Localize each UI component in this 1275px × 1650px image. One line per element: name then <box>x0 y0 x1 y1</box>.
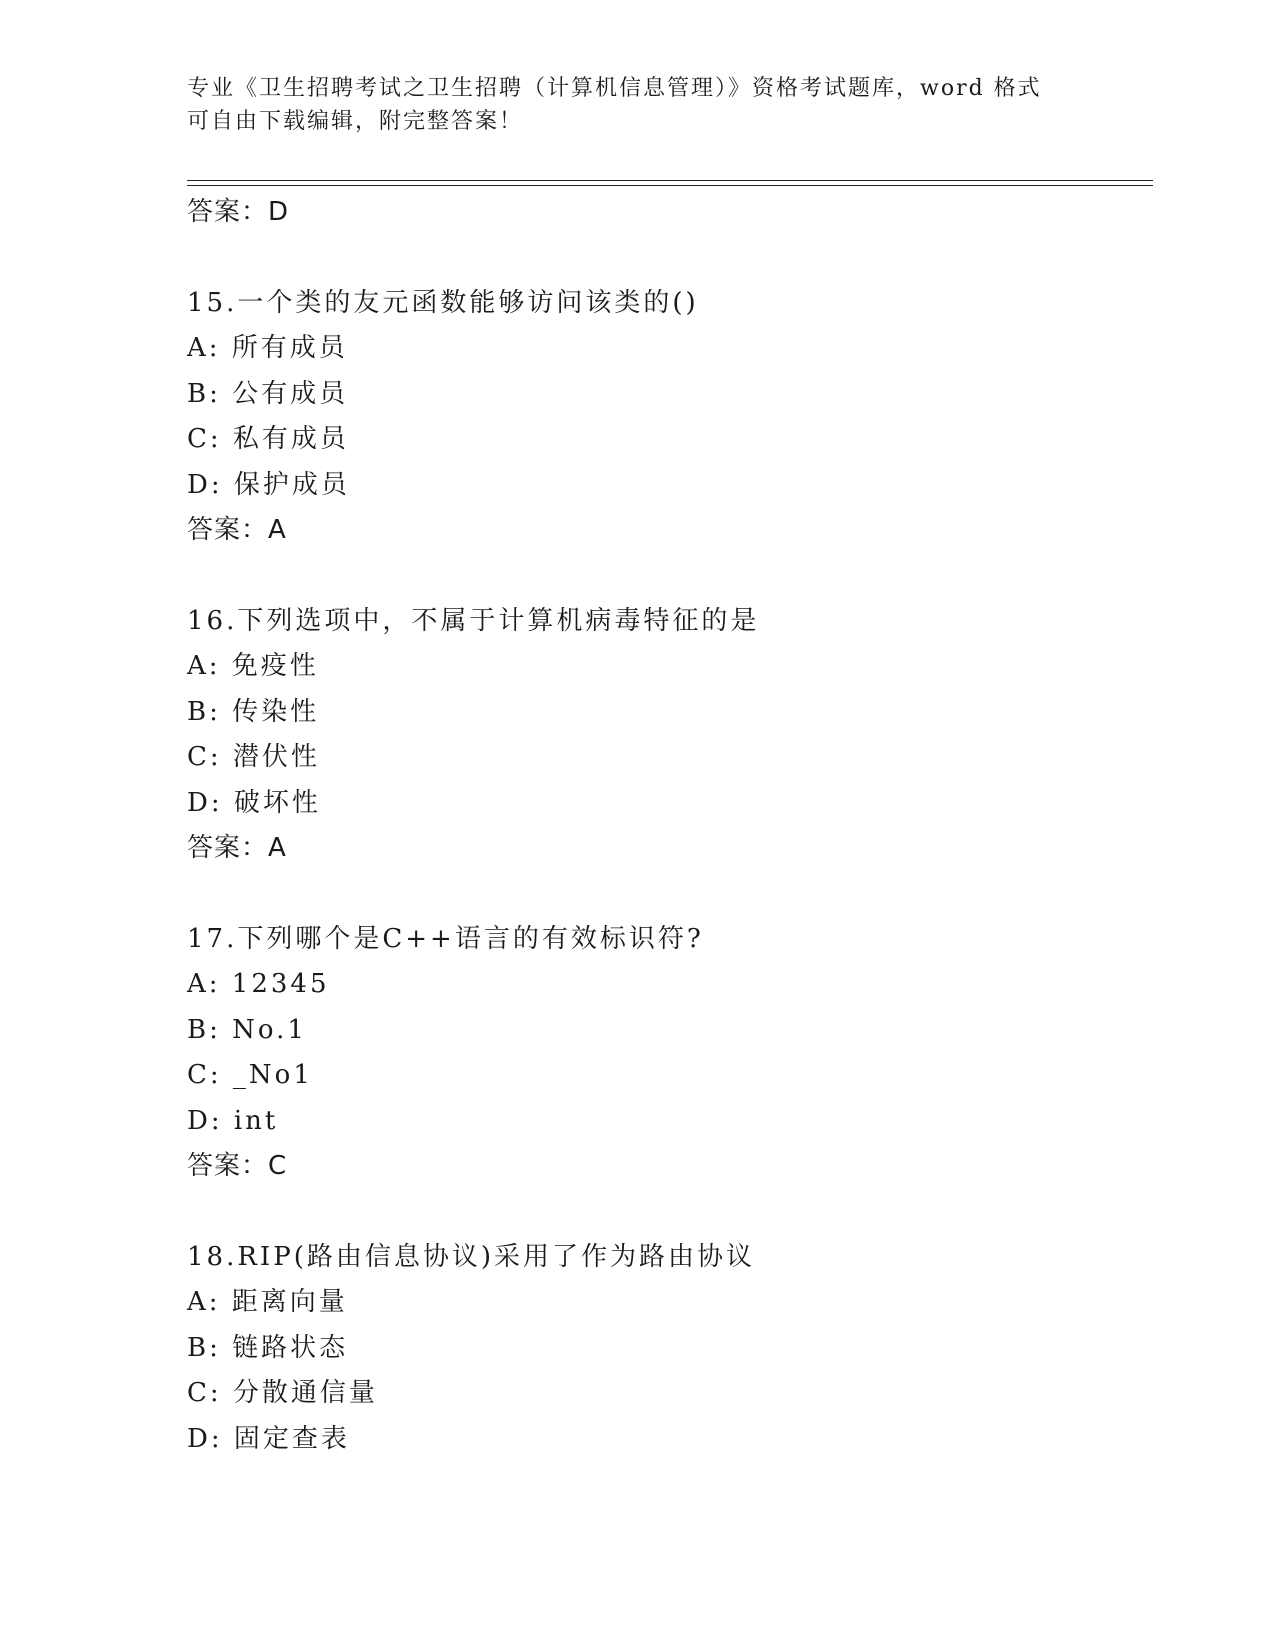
option-b: B: 公有成员 <box>187 378 349 409</box>
answer-line: 答案：D <box>187 197 290 227</box>
question-block <box>187 1235 1153 1462</box>
option-a: A: 免疫性 <box>187 651 319 681</box>
option-d: D: int <box>187 1105 279 1136</box>
question-block <box>187 281 1153 553</box>
question-text: 17.下列哪个是C++语言的有效标识符? <box>187 924 704 954</box>
question-block <box>187 917 1153 1189</box>
option-d: D: 保护成员 <box>187 469 350 500</box>
question-list <box>187 190 1153 1462</box>
question-text: 18.RIP(路由信息协议)采用了作为路由协议 <box>187 1242 755 1272</box>
question-text: 15.一个类的友元函数能够访问该类的() <box>187 288 699 318</box>
question-block <box>187 599 1153 871</box>
option-b: B: No.1 <box>187 1014 307 1045</box>
answer-line: 答案：C <box>187 1151 288 1181</box>
option-c: C: _No1 <box>187 1060 313 1090</box>
option-b: B: 链路状态 <box>187 1332 349 1363</box>
option-c: C: 分散通信量 <box>187 1378 378 1408</box>
header-divider-bottom <box>187 185 1153 186</box>
question-text: 16.下列选项中，不属于计算机病毒特征的是 <box>187 606 760 636</box>
option-d: D: 固定查表 <box>187 1423 350 1454</box>
header-divider-top <box>187 180 1153 181</box>
option-a: A: 所有成员 <box>187 333 348 363</box>
option-c: C: 潜伏性 <box>187 742 320 772</box>
answer-line: 答案：A <box>187 515 287 545</box>
option-b: B: 传染性 <box>187 696 320 727</box>
header-line-1: 专业《卫生招聘考试之卫生招聘（计算机信息管理）》资格考试题库，word 格式 <box>187 76 1042 101</box>
option-a: A: 距离向量 <box>187 1287 348 1317</box>
option-d: D: 破坏性 <box>187 787 321 818</box>
option-c: C: 私有成员 <box>187 424 349 454</box>
header-line-2: 可自由下载编辑，附完整答案！ <box>187 109 524 134</box>
document-header <box>187 72 1087 138</box>
option-a: A: 12345 <box>187 969 330 999</box>
answer-line: 答案：A <box>187 833 287 863</box>
